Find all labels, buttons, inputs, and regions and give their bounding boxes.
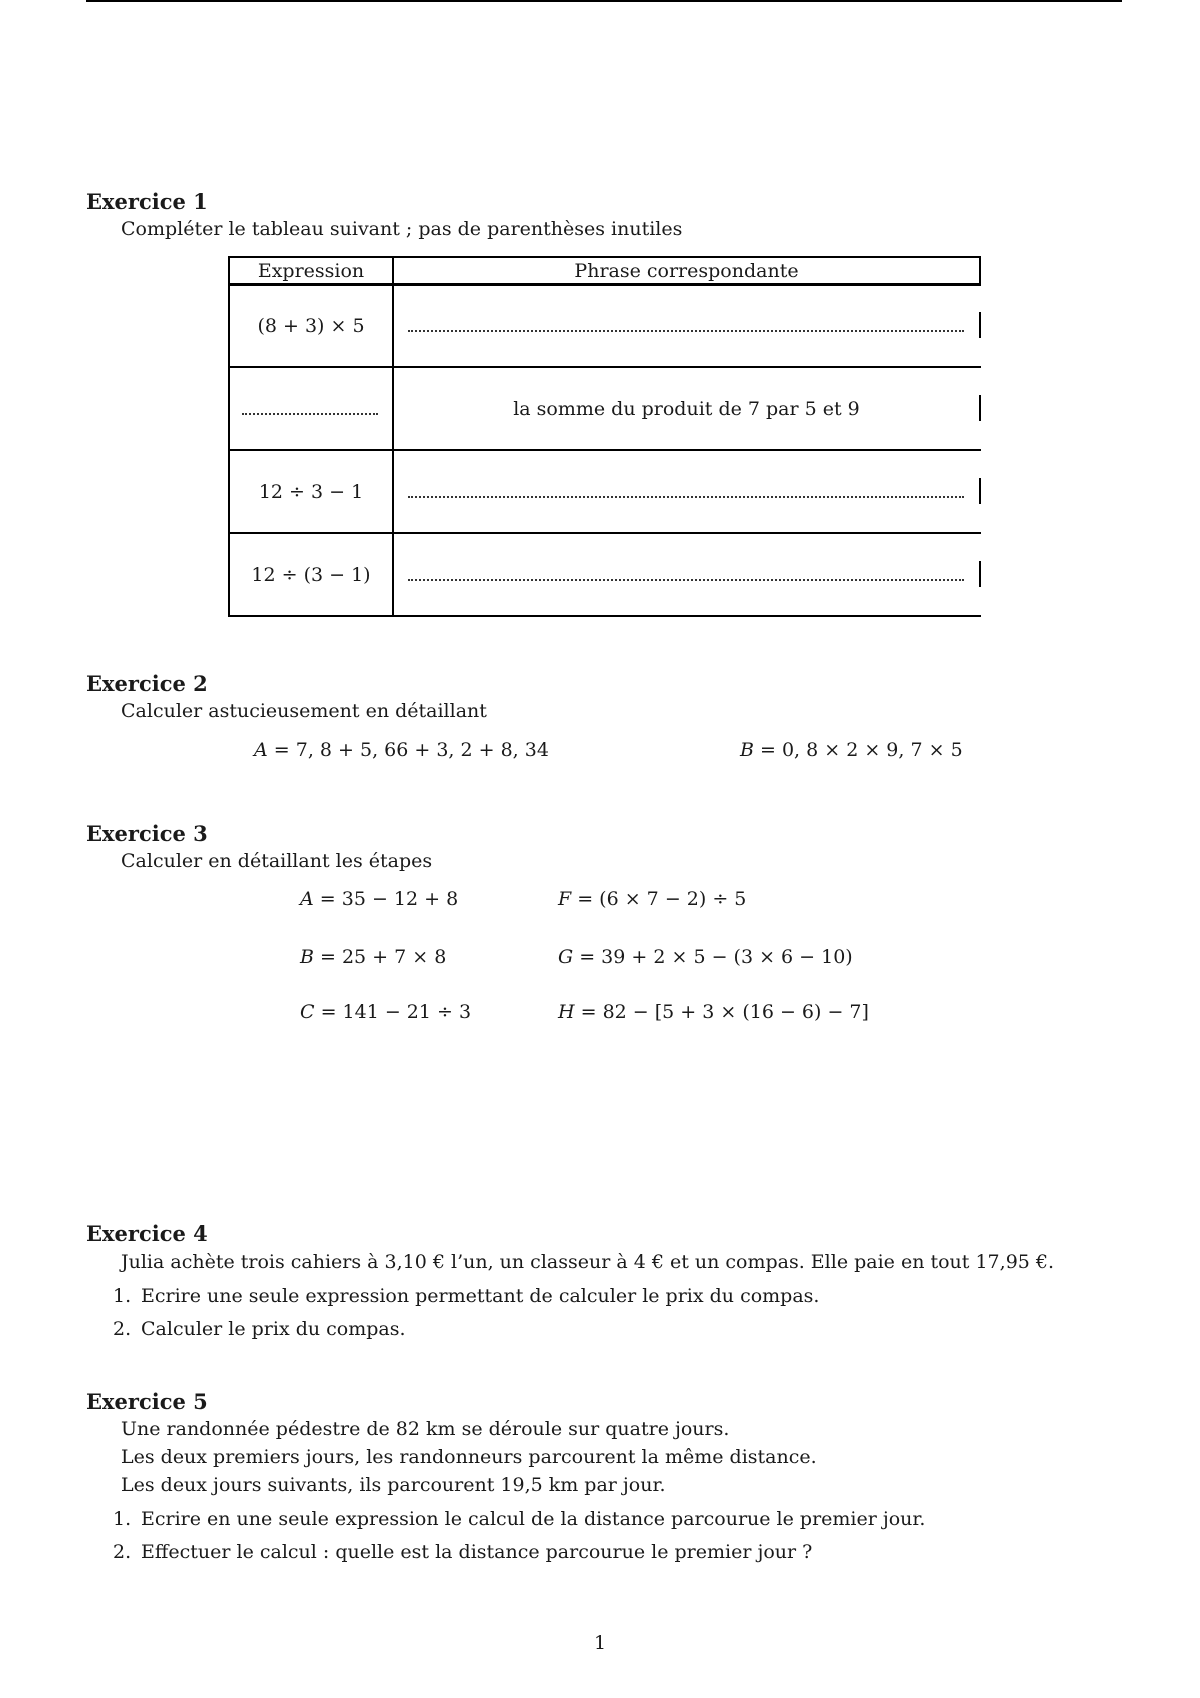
expression-var: B: [300, 946, 314, 968]
table-cell-phrase: la somme du produit de 7 par 5 et 9: [513, 397, 860, 420]
top-rule: [86, 0, 1122, 2]
variable-A: A: [254, 739, 268, 761]
exercise-5-line: Les deux jours suivants, ils parcourent 19,5 km par jour.: [121, 1474, 666, 1496]
exercise-5-line: Les deux premiers jours, les randonneurs parcourent la même distance.: [121, 1446, 817, 1468]
table-header-expression: Expression: [257, 259, 365, 282]
exercise-4-title: Exercice 4: [86, 1221, 208, 1246]
table-rule: [979, 256, 981, 285]
expression-A: [300, 888, 458, 910]
expression-rhs: = 141 − 21 ÷ 3: [314, 1001, 472, 1023]
table-rule: [979, 395, 981, 421]
list-item: [113, 1285, 819, 1307]
exercise-1-title: Exercice 1: [86, 189, 208, 214]
list-number: 2.: [113, 1541, 132, 1563]
list-text: Ecrire une seule expression permettant de calculer le prix du compas.: [141, 1285, 820, 1307]
expression-H: [558, 1001, 869, 1023]
answer-blank[interactable]: [408, 496, 964, 498]
answer-blank[interactable]: [242, 413, 378, 415]
exercise-2-instruction: Calculer astucieusement en détaillant: [121, 700, 487, 722]
exercise-3-title: Exercice 3: [86, 821, 208, 846]
expression-A-rhs: = 7, 8 + 5, 66 + 3, 2 + 8, 34: [267, 739, 549, 761]
answer-blank[interactable]: [408, 330, 964, 332]
expression-F: [558, 888, 746, 910]
list-item: [113, 1508, 925, 1530]
expression-C: [300, 1001, 471, 1023]
table-cell-expression: 12 ÷ 3 − 1: [258, 480, 364, 503]
exercise-5-line: Une randonnée pédestre de 82 km se déroule sur quatre jours.: [121, 1418, 730, 1440]
expression-var: H: [558, 1001, 575, 1023]
list-number: 1.: [113, 1508, 132, 1530]
list-number: 1.: [113, 1285, 132, 1307]
list-text: Effectuer le calcul : quelle est la distance parcourue le premier jour ?: [141, 1541, 813, 1563]
expression-B-rhs: = 0, 8 × 2 × 9, 7 × 5: [753, 739, 963, 761]
list-text: Calculer le prix du compas.: [141, 1318, 406, 1340]
table-rule: [979, 312, 981, 338]
exercise-2-title: Exercice 2: [86, 671, 208, 696]
exercise-4-statement: Julia achète trois cahiers à 3,10 € l’un, un classeur à 4 € et un compas. Elle paie en tout 17,95 €.: [121, 1251, 1055, 1273]
expression-rhs: = 82 − [5 + 3 × (16 − 6) − 7]: [574, 1001, 869, 1023]
exercise-1-instruction: Compléter le tableau suivant ; pas de parenthèses inutiles: [121, 218, 683, 240]
expression-var: C: [300, 1001, 315, 1023]
answer-blank[interactable]: [408, 579, 964, 581]
expression-var: G: [558, 946, 574, 968]
expression-rhs: = (6 × 7 − 2) ÷ 5: [571, 888, 747, 910]
table-cell-expression: 12 ÷ (3 − 1): [251, 563, 371, 586]
expression-var: A: [300, 888, 314, 910]
list-item: [113, 1541, 812, 1563]
page-number: 1: [593, 1632, 607, 1654]
expression-B: [740, 739, 963, 761]
expression-rhs: = 39 + 2 × 5 − (3 × 6 − 10): [573, 946, 853, 968]
expression-G: [558, 946, 853, 968]
expression-rhs: = 25 + 7 × 8: [313, 946, 447, 968]
exercise-3-instruction: Calculer en détaillant les étapes: [121, 850, 433, 872]
variable-B: B: [740, 739, 754, 761]
expression-var: F: [558, 888, 572, 910]
table-header-phrase: Phrase correspondante: [574, 259, 799, 282]
list-number: 2.: [113, 1318, 132, 1340]
list-text: Ecrire en une seule expression le calcul de la distance parcourue le premier jour.: [141, 1508, 926, 1530]
table-rule: [228, 615, 981, 617]
exercise-5-title: Exercice 5: [86, 1389, 208, 1414]
table-rule: [979, 478, 981, 504]
expression-rhs: = 35 − 12 + 8: [313, 888, 459, 910]
expression-B: [300, 946, 446, 968]
expression-A: [254, 739, 549, 761]
table-cell-expression: (8 + 3) × 5: [257, 315, 365, 337]
table-rule: [979, 561, 981, 587]
list-item: [113, 1318, 406, 1340]
